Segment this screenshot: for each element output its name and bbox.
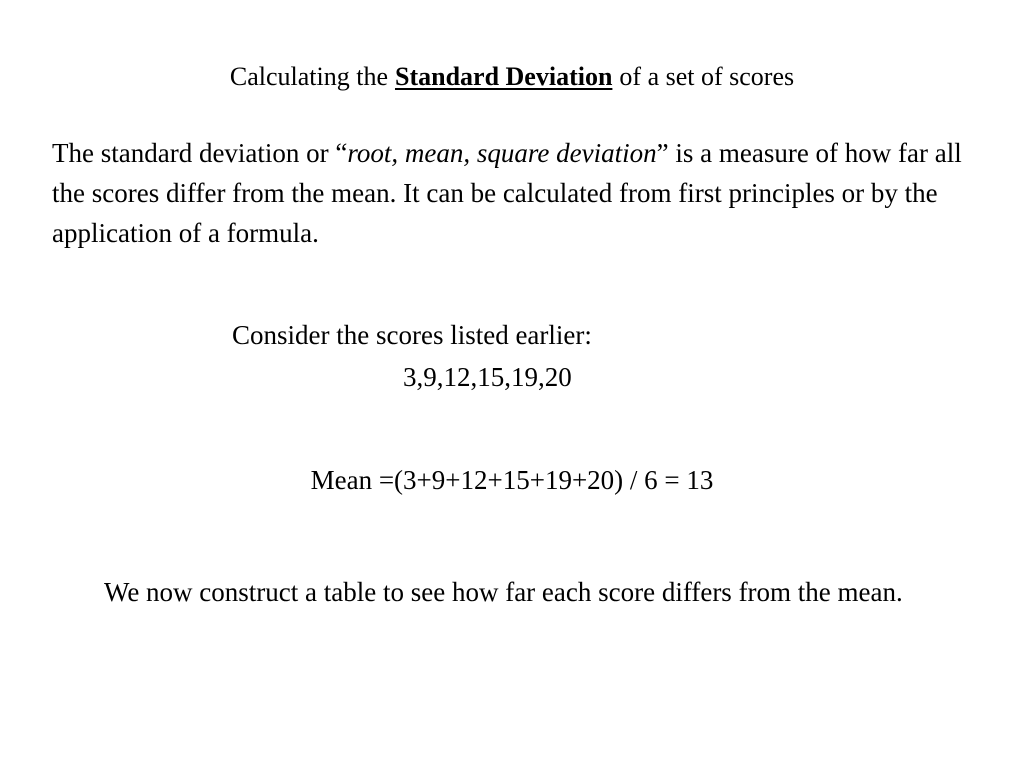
title-suffix: of a set of scores — [619, 62, 795, 91]
next-step-text: We now construct a table to see how far each score differs from the mean. — [104, 577, 903, 607]
intro-text-end: ” is a measure of how far all the scores differ from the mean. It can be calculated from first principles or by the application of a formula. — [52, 138, 962, 248]
consider-text: Consider the scores listed earlier: — [232, 320, 592, 350]
title-prefix: Calculating the — [229, 62, 388, 91]
mean-equation: Mean =(3+9+12+15+19+20) / 6 = 13 — [310, 465, 714, 495]
title-emphasis: Standard Deviation — [394, 62, 613, 91]
scores-list: 3,9,12,15,19,20 — [403, 362, 572, 392]
intro-paragraph — [52, 133, 982, 253]
intro-text-start: The standard deviation or “ — [52, 138, 348, 168]
intro-italic-term: root, mean, square deviation — [347, 138, 657, 168]
slide-title — [0, 59, 1024, 95]
